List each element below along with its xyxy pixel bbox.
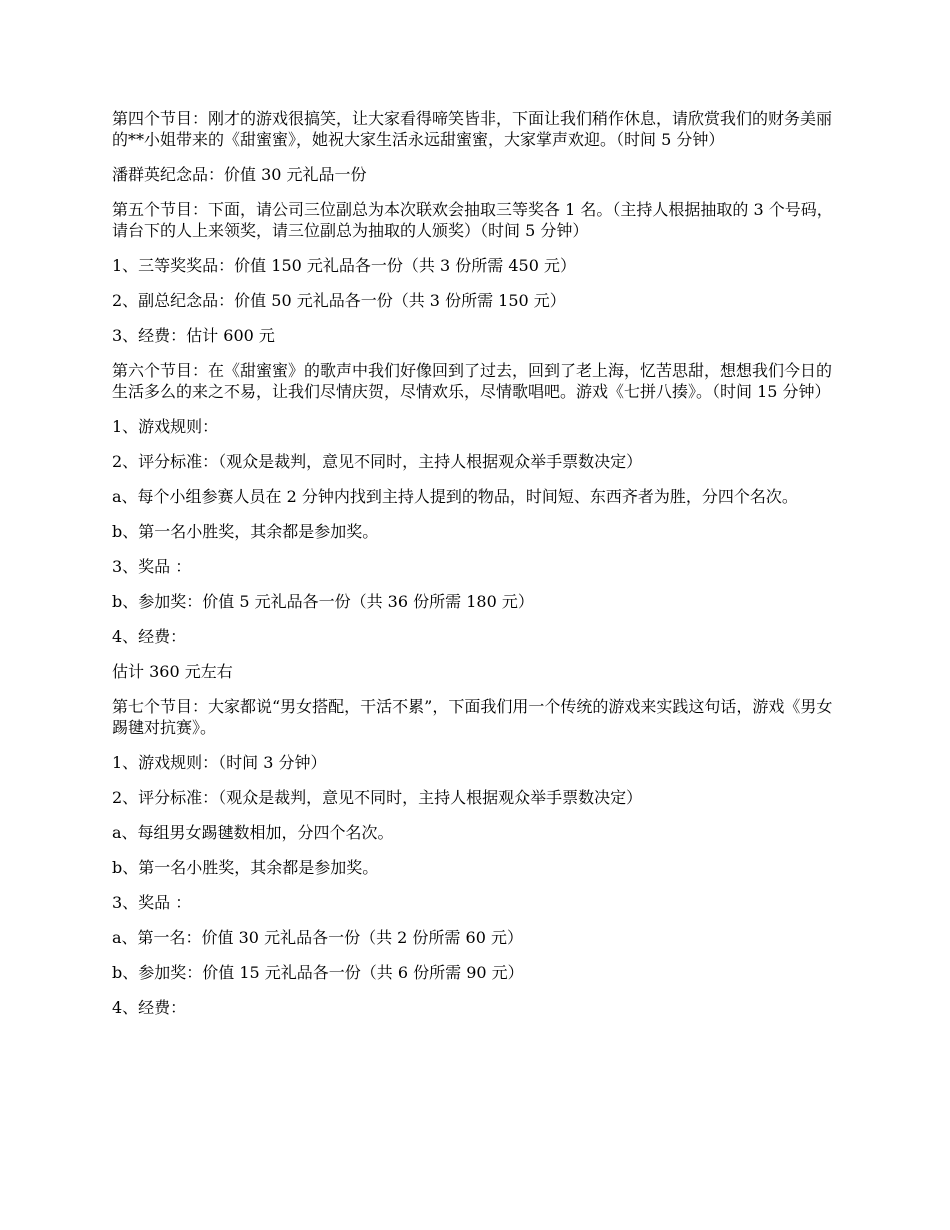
paragraph: 第五个节目：下面，请公司三位副总为本次联欢会抽取三等奖各 1 名。（主持人根据抽取的 3 个号码，请台下的人上来领奖，请三位副总为抽取的人颁奖）（时间 5 分钟） — [112, 200, 833, 240]
paragraph: 潘群英纪念品：价值 30 元礼品一份 — [112, 165, 367, 184]
paragraph: 第六个节目：在《甜蜜蜜》的歌声中我们好像回到了过去，回到了老上海，忆苦思甜，想想我们今日的生活多么的来之不易，让我们尽情庆贺，尽情欢乐，尽情歌唱吧。游戏《七拼八揍》。（时间 15 分钟） — [112, 361, 833, 401]
paragraph: 第四个节目：刚才的游戏很搞笑，让大家看得啼笑皆非，下面让我们稍作休息，请欣赏我们的财务美丽的**小姐带来的《甜蜜蜜》，她祝大家生活永远甜蜜蜜，大家掌声欢迎。（时间 5 分钟） — [112, 109, 833, 149]
paragraph: b、第一名小胜奖，其余都是参加奖。 — [112, 858, 379, 877]
paragraph: 估计 360 元左右 — [112, 662, 233, 681]
paragraph: a、第一名：价值 30 元礼品各一份（共 2 份所需 60 元） — [112, 928, 523, 947]
document-body — [112, 108, 842, 1032]
paragraph: 第七个节目：大家都说“男女搭配，干活不累”，下面我们用一个传统的游戏来实践这句话，游戏《男女踢毽对抗赛》。 — [112, 697, 833, 737]
paragraph: 3、经费：估计 600 元 — [112, 326, 275, 345]
paragraph: 1、游戏规则： — [112, 417, 219, 436]
paragraph: 4、经费： — [112, 998, 187, 1017]
paragraph: 1、三等奖奖品：价值 150 元礼品各一份（共 3 份所需 450 元） — [112, 256, 576, 275]
paragraph: 2、评分标准：（观众是裁判，意见不同时，主持人根据观众举手票数决定） — [112, 452, 643, 471]
paragraph: b、参加奖：价值 5 元礼品各一份（共 36 份所需 180 元） — [112, 592, 534, 611]
paragraph: a、每个小组参赛人员在 2 分钟内找到主持人提到的物品，时间短、东西齐者为胜，分四个名次。 — [112, 487, 798, 506]
paragraph: 2、评分标准：（观众是裁判，意见不同时，主持人根据观众举手票数决定） — [112, 788, 643, 807]
paragraph: a、每组男女踢毽数相加，分四个名次。 — [112, 823, 394, 842]
paragraph: 3、奖品 ： — [112, 557, 192, 576]
paragraph: 2、副总纪念品：价值 50 元礼品各一份（共 3 份所需 150 元） — [112, 291, 566, 310]
paragraph: 1、游戏规则：（时间 3 分钟） — [112, 753, 327, 772]
paragraph: 4、经费： — [112, 627, 187, 646]
paragraph: 3、奖品 ： — [112, 893, 192, 912]
paragraph: b、参加奖：价值 15 元礼品各一份（共 6 份所需 90 元） — [112, 963, 524, 982]
paragraph: b、第一名小胜奖，其余都是参加奖。 — [112, 522, 379, 541]
